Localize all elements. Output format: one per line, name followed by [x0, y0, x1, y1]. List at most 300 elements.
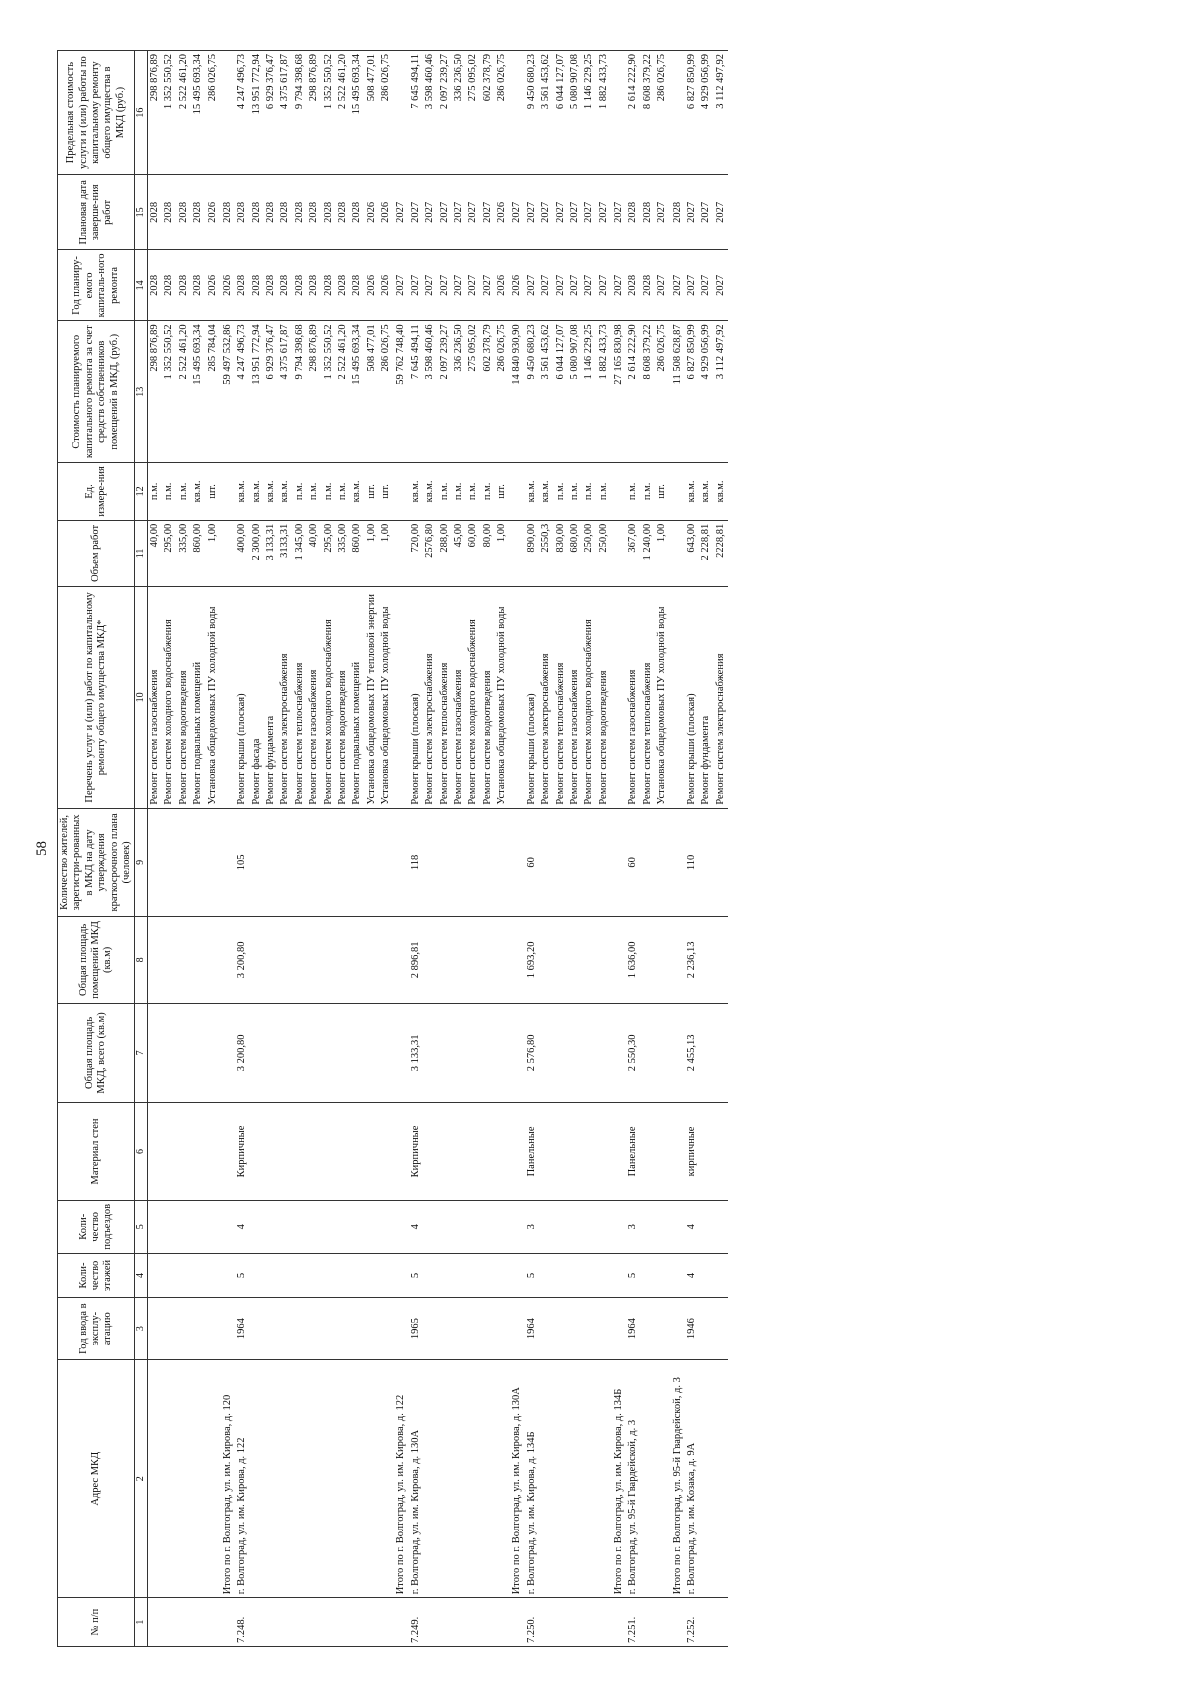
address — [162, 1360, 176, 1598]
planned-cost: 6 929 376,47 — [264, 321, 278, 463]
total-area — [148, 1003, 163, 1103]
total-area — [177, 1003, 191, 1103]
repair-year: 2028 — [148, 250, 163, 321]
premises-area — [714, 917, 728, 1003]
item-number: 7.248. — [235, 1598, 249, 1647]
unit: п.м. — [568, 463, 582, 521]
total-area — [336, 1003, 350, 1103]
completion-date: 2028 — [264, 175, 278, 250]
unit — [611, 463, 626, 521]
completion-date: 2028 — [641, 175, 655, 250]
wall-material — [495, 1103, 509, 1200]
planned-cost: 6 044 127,07 — [554, 321, 568, 463]
address — [641, 1360, 655, 1598]
residents — [699, 808, 713, 917]
completion-date: 2027 — [554, 175, 568, 250]
entrances — [393, 1200, 408, 1253]
premises-area — [423, 917, 437, 1003]
floors — [148, 1253, 163, 1297]
unit: п.м. — [336, 463, 350, 521]
max-cost — [220, 51, 235, 175]
residents — [191, 808, 205, 917]
entrances — [423, 1200, 437, 1253]
work-volume: 720,00 — [409, 520, 423, 586]
unit: кв.м. — [264, 463, 278, 521]
floors — [250, 1253, 264, 1297]
premises-area — [350, 917, 364, 1003]
table-row — [235, 51, 249, 1647]
unit: п.м. — [626, 463, 640, 521]
max-cost: 298 876,89 — [148, 51, 163, 175]
premises-area: 3 200,80 — [235, 917, 249, 1003]
total-area: 3 200,80 — [235, 1003, 249, 1103]
work-type: Ремонт систем холодного водоснабжения — [322, 587, 336, 809]
commission-year — [495, 1298, 509, 1360]
floors — [466, 1253, 480, 1297]
unit: шт. — [655, 463, 669, 521]
table-row — [539, 51, 553, 1647]
max-cost: 3 112 497,92 — [714, 51, 728, 175]
work-volume: 40,00 — [148, 520, 163, 586]
wall-material: Кирпичные — [235, 1103, 249, 1200]
completion-date: 2027 — [597, 175, 611, 250]
commission-year — [582, 1298, 596, 1360]
floors — [539, 1253, 553, 1297]
completion-date: 2028 — [293, 175, 307, 250]
entrances — [438, 1200, 452, 1253]
work-type: Ремонт подвальных помещений — [191, 587, 205, 809]
floors — [423, 1253, 437, 1297]
address — [365, 1360, 379, 1598]
total-area — [670, 1003, 685, 1103]
table-row — [554, 51, 568, 1647]
residents — [206, 808, 220, 917]
wall-material — [641, 1103, 655, 1200]
wall-material — [365, 1103, 379, 1200]
address — [423, 1360, 437, 1598]
table-row — [409, 51, 423, 1647]
wall-material — [206, 1103, 220, 1200]
entrances: 3 — [525, 1200, 539, 1253]
item-number — [452, 1598, 466, 1647]
total-area — [206, 1003, 220, 1103]
item-number — [423, 1598, 437, 1647]
work-volume: 250,00 — [582, 520, 596, 586]
residents — [509, 808, 524, 917]
premises-area — [365, 917, 379, 1003]
entrances — [699, 1200, 713, 1253]
unit: шт. — [365, 463, 379, 521]
floors — [365, 1253, 379, 1297]
planned-cost: 336 236,50 — [452, 321, 466, 463]
unit: п.м. — [597, 463, 611, 521]
wall-material — [423, 1103, 437, 1200]
planned-cost: 27 165 830,98 — [611, 321, 626, 463]
column-number: 13 — [135, 321, 148, 463]
wall-material — [322, 1103, 336, 1200]
column-number: 12 — [135, 463, 148, 521]
wall-material — [220, 1103, 235, 1200]
residents — [307, 808, 321, 917]
work-volume: 890,00 — [525, 520, 539, 586]
residents — [322, 808, 336, 917]
table-row — [481, 51, 495, 1647]
work-type: Ремонт крыши (плоская) — [525, 587, 539, 809]
total-area — [307, 1003, 321, 1103]
max-cost: 6 827 850,99 — [685, 51, 699, 175]
work-volume — [611, 520, 626, 586]
completion-date: 2027 — [393, 175, 408, 250]
work-volume — [670, 520, 685, 586]
premises-area: 2 236,13 — [685, 917, 699, 1003]
total-area — [162, 1003, 176, 1103]
wall-material — [509, 1103, 524, 1200]
total-area — [438, 1003, 452, 1103]
entrances — [466, 1200, 480, 1253]
premises-area — [322, 917, 336, 1003]
planned-cost: 15 495 693,34 — [350, 321, 364, 463]
planned-cost: 285 784,04 — [206, 321, 220, 463]
entrances — [655, 1200, 669, 1253]
address — [264, 1360, 278, 1598]
item-number — [148, 1598, 163, 1647]
entrances — [365, 1200, 379, 1253]
commission-year — [250, 1298, 264, 1360]
entrances — [495, 1200, 509, 1253]
max-cost: 3 561 453,62 — [539, 51, 553, 175]
planned-cost: 59 497 532,86 — [220, 321, 235, 463]
entrances — [177, 1200, 191, 1253]
item-number — [307, 1598, 321, 1647]
column-number: 8 — [135, 917, 148, 1003]
unit — [509, 463, 524, 521]
premises-area — [393, 917, 408, 1003]
entrances — [641, 1200, 655, 1253]
planned-cost: 9 794 398,68 — [293, 321, 307, 463]
floors — [322, 1253, 336, 1297]
total-area — [293, 1003, 307, 1103]
unit: п.м. — [162, 463, 176, 521]
address — [177, 1360, 191, 1598]
work-volume: 860,00 — [350, 520, 364, 586]
entrances — [148, 1200, 163, 1253]
work-volume: 80,00 — [481, 520, 495, 586]
address — [379, 1360, 393, 1598]
wall-material — [539, 1103, 553, 1200]
table-row — [626, 51, 640, 1647]
repair-year: 2027 — [539, 250, 553, 321]
total-area — [191, 1003, 205, 1103]
address — [568, 1360, 582, 1598]
table-row — [438, 51, 452, 1647]
total-area — [322, 1003, 336, 1103]
repair-year: 2027 — [481, 250, 495, 321]
repair-year: 2027 — [699, 250, 713, 321]
floors: 5 — [409, 1253, 423, 1297]
commission-year — [423, 1298, 437, 1360]
max-cost: 4 929 056,99 — [699, 51, 713, 175]
wall-material — [481, 1103, 495, 1200]
completion-date: 2027 — [509, 175, 524, 250]
table-row — [525, 51, 539, 1647]
table-row — [568, 51, 582, 1647]
address — [307, 1360, 321, 1598]
entrances — [539, 1200, 553, 1253]
total-area — [714, 1003, 728, 1103]
completion-date: 2027 — [438, 175, 452, 250]
table-row — [495, 51, 509, 1647]
floors — [220, 1253, 235, 1297]
unit — [220, 463, 235, 521]
entrances — [206, 1200, 220, 1253]
unit: п.м. — [293, 463, 307, 521]
max-cost: 2 522 461,20 — [336, 51, 350, 175]
address — [554, 1360, 568, 1598]
repair-year: 2026 — [365, 250, 379, 321]
work-volume: 1,00 — [495, 520, 509, 586]
commission-year — [539, 1298, 553, 1360]
total-row — [509, 51, 524, 1647]
planned-cost: 286 026,75 — [655, 321, 669, 463]
completion-date: 2028 — [148, 175, 163, 250]
work-volume: 1,00 — [206, 520, 220, 586]
work-type: Установка общедомовых ПУ холодной воды — [206, 587, 220, 809]
planned-cost: 1 146 229,25 — [582, 321, 596, 463]
work-volume: 250,00 — [597, 520, 611, 586]
floors — [307, 1253, 321, 1297]
column-header: Общая площадь МКД, всего (кв.м) — [58, 1003, 135, 1103]
column-header: Объем работ — [58, 520, 135, 586]
completion-date: 2028 — [350, 175, 364, 250]
residents — [264, 808, 278, 917]
total-row — [393, 51, 408, 1647]
unit: п.м. — [582, 463, 596, 521]
item-number — [655, 1598, 669, 1647]
table-row — [466, 51, 480, 1647]
item-number — [177, 1598, 191, 1647]
commission-year — [481, 1298, 495, 1360]
wall-material: кирпичные — [685, 1103, 699, 1200]
work-type: Ремонт фасада — [250, 587, 264, 809]
premises-area — [148, 917, 163, 1003]
item-number — [336, 1598, 350, 1647]
premises-area — [264, 917, 278, 1003]
table-row — [379, 51, 393, 1647]
commission-year: 1965 — [409, 1298, 423, 1360]
total-area — [597, 1003, 611, 1103]
wall-material — [582, 1103, 596, 1200]
planned-cost: 3 112 497,92 — [714, 321, 728, 463]
column-header: Материал стен — [58, 1103, 135, 1200]
residents — [597, 808, 611, 917]
item-number — [264, 1598, 278, 1647]
floors — [582, 1253, 596, 1297]
completion-date: 2027 — [582, 175, 596, 250]
column-header: Год планиру-емого капиталь-ного ремонта — [58, 250, 135, 321]
max-cost: 286 026,75 — [655, 51, 669, 175]
residents — [655, 808, 669, 917]
commission-year — [509, 1298, 524, 1360]
planned-cost: 5 080 907,08 — [568, 321, 582, 463]
entrances — [452, 1200, 466, 1253]
unit: кв.м. — [278, 463, 292, 521]
completion-date: 2027 — [655, 175, 669, 250]
completion-date: 2027 — [452, 175, 466, 250]
wall-material — [597, 1103, 611, 1200]
max-cost: 336 236,50 — [452, 51, 466, 175]
column-header: Общая площадь помещений МКД (кв.м) — [58, 917, 135, 1003]
planned-cost: 4 375 617,87 — [278, 321, 292, 463]
premises-area — [582, 917, 596, 1003]
table-row — [714, 51, 728, 1647]
premises-area — [162, 917, 176, 1003]
planned-cost: 298 876,89 — [148, 321, 163, 463]
address: Итого по г. Волгоград, ул. им. Кирова, д. 120 — [220, 1360, 235, 1598]
max-cost: 602 378,79 — [481, 51, 495, 175]
max-cost: 2 614 222,90 — [626, 51, 640, 175]
max-cost: 8 608 379,22 — [641, 51, 655, 175]
work-volume: 643,00 — [685, 520, 699, 586]
entrances: 3 — [626, 1200, 640, 1253]
repair-year: 2028 — [177, 250, 191, 321]
work-type: Ремонт систем газоснабжения — [568, 587, 582, 809]
total-area: 2 550,30 — [626, 1003, 640, 1103]
wall-material: Панельные — [525, 1103, 539, 1200]
wall-material — [655, 1103, 669, 1200]
entrances — [278, 1200, 292, 1253]
address — [655, 1360, 669, 1598]
max-cost: 1 352 550,52 — [162, 51, 176, 175]
work-type: Ремонт систем водоотведения — [597, 587, 611, 809]
floors — [206, 1253, 220, 1297]
work-type: Ремонт систем теплоснабжения — [641, 587, 655, 809]
unit: кв.м. — [423, 463, 437, 521]
completion-date: 2028 — [235, 175, 249, 250]
address — [481, 1360, 495, 1598]
entrances — [611, 1200, 626, 1253]
residents — [481, 808, 495, 917]
floors — [568, 1253, 582, 1297]
commission-year — [278, 1298, 292, 1360]
address — [699, 1360, 713, 1598]
commission-year — [554, 1298, 568, 1360]
planned-cost: 4 247 496,73 — [235, 321, 249, 463]
residents — [539, 808, 553, 917]
max-cost — [393, 51, 408, 175]
item-number — [250, 1598, 264, 1647]
work-type: Ремонт систем водоотведения — [481, 587, 495, 809]
column-header: Плановая дата заверше-ния работ — [58, 175, 135, 250]
column-header: № п/п — [58, 1598, 135, 1647]
table-row — [148, 51, 163, 1647]
table-row — [582, 51, 596, 1647]
premises-area — [597, 917, 611, 1003]
work-type: Ремонт систем электроснабжения — [423, 587, 437, 809]
address — [278, 1360, 292, 1598]
total-area — [466, 1003, 480, 1103]
address: Итого по г. Волгоград, ул. им. Кирова, д. 122 — [393, 1360, 408, 1598]
completion-date: 2028 — [322, 175, 336, 250]
table-row — [655, 51, 669, 1647]
planned-cost: 1 882 433,73 — [597, 321, 611, 463]
completion-date: 2027 — [568, 175, 582, 250]
floors — [191, 1253, 205, 1297]
unit: п.м. — [177, 463, 191, 521]
table-row — [162, 51, 176, 1647]
unit: п.м. — [481, 463, 495, 521]
table-row — [685, 51, 699, 1647]
table-row — [206, 51, 220, 1647]
commission-year — [148, 1298, 163, 1360]
address — [250, 1360, 264, 1598]
entrances — [220, 1200, 235, 1253]
commission-year — [365, 1298, 379, 1360]
total-area — [509, 1003, 524, 1103]
completion-date: 2028 — [220, 175, 235, 250]
entrances — [350, 1200, 364, 1253]
floors — [379, 1253, 393, 1297]
work-volume — [220, 520, 235, 586]
entrances — [554, 1200, 568, 1253]
completion-date: 2026 — [495, 175, 509, 250]
floors: 4 — [685, 1253, 699, 1297]
floors: 5 — [525, 1253, 539, 1297]
commission-year — [438, 1298, 452, 1360]
repair-year: 2028 — [626, 250, 640, 321]
unit: кв.м. — [685, 463, 699, 521]
floors — [481, 1253, 495, 1297]
floors — [452, 1253, 466, 1297]
header-row — [58, 51, 135, 1647]
commission-year — [322, 1298, 336, 1360]
residents — [452, 808, 466, 917]
planned-cost: 298 876,89 — [307, 321, 321, 463]
unit: п.м. — [554, 463, 568, 521]
premises-area — [670, 917, 685, 1003]
planned-cost: 1 352 550,52 — [322, 321, 336, 463]
unit: кв.м. — [409, 463, 423, 521]
commission-year — [452, 1298, 466, 1360]
residents — [293, 808, 307, 917]
floors — [714, 1253, 728, 1297]
total-area — [655, 1003, 669, 1103]
work-type — [393, 587, 408, 809]
completion-date: 2028 — [278, 175, 292, 250]
floors — [509, 1253, 524, 1297]
item-number — [670, 1598, 685, 1647]
residents — [379, 808, 393, 917]
item-number — [539, 1598, 553, 1647]
table-header — [58, 51, 148, 1647]
repair-year: 2027 — [655, 250, 669, 321]
floors — [554, 1253, 568, 1297]
completion-date: 2028 — [626, 175, 640, 250]
item-number — [162, 1598, 176, 1647]
address: г. Волгоград, ул. им. Козака, д. 9А — [685, 1360, 699, 1598]
max-cost — [611, 51, 626, 175]
premises-area — [611, 917, 626, 1003]
planned-cost: 9 450 680,23 — [525, 321, 539, 463]
max-cost: 286 026,75 — [379, 51, 393, 175]
planned-cost: 1 352 550,52 — [162, 321, 176, 463]
wall-material — [611, 1103, 626, 1200]
item-number — [293, 1598, 307, 1647]
commission-year — [336, 1298, 350, 1360]
max-cost — [670, 51, 685, 175]
page-number: 58 — [34, 841, 50, 856]
max-cost: 2 522 461,20 — [177, 51, 191, 175]
premises-area — [177, 917, 191, 1003]
